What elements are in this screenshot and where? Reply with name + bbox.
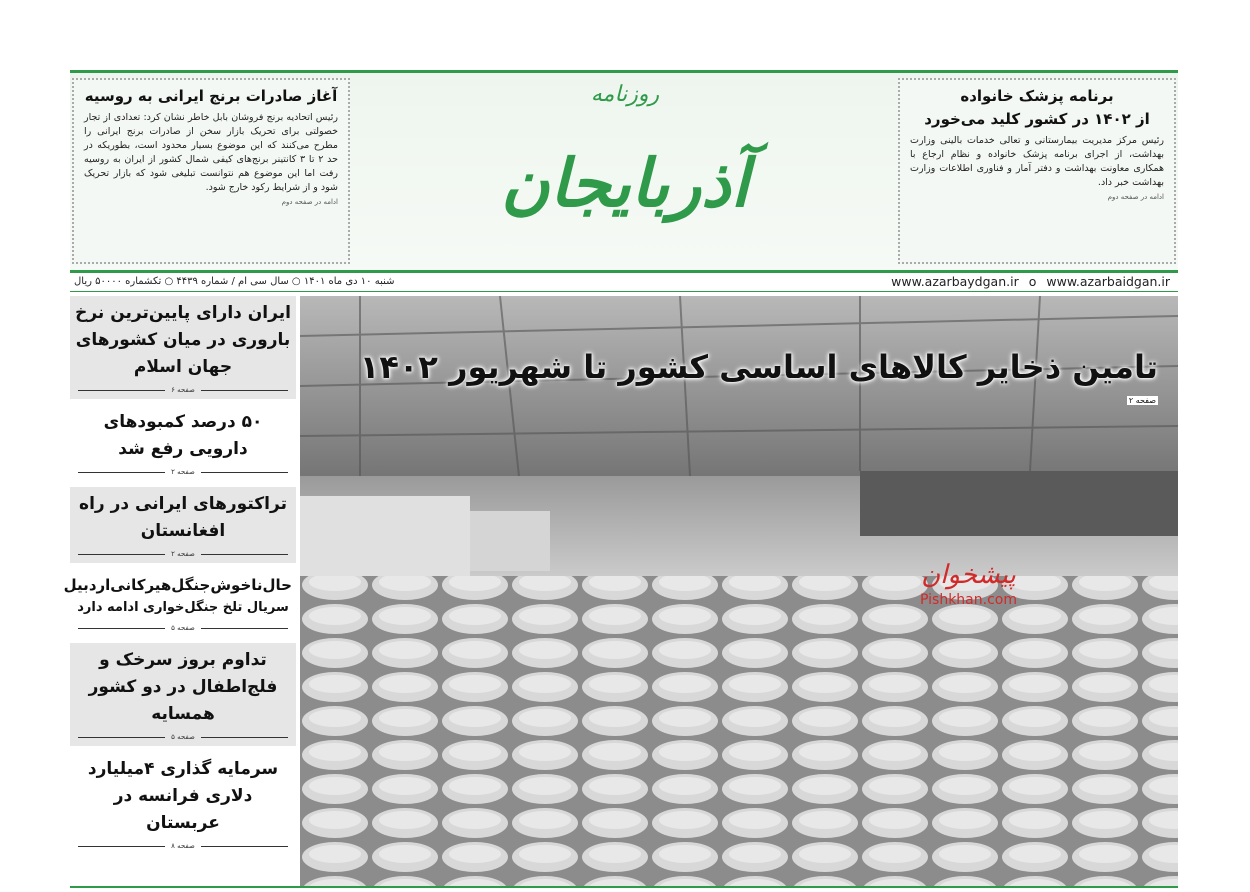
page-ref — [74, 839, 292, 853]
pishkhan-watermark — [920, 558, 1017, 608]
list-item[interactable] — [70, 405, 296, 481]
page-ref — [74, 383, 292, 397]
list-item[interactable] — [63, 569, 296, 637]
teaser-more: ادامه در صفحه دوم — [1107, 193, 1164, 201]
main-page-ref: صفحه ۲ — [1128, 396, 1156, 405]
page-ref-text: صفحه ۲ — [165, 468, 201, 476]
teaser-title: آغاز صادرات برنج ایرانی به روسیه — [84, 87, 338, 105]
list-item[interactable] — [70, 752, 296, 855]
page-ref-text: صفحه ۸ — [165, 842, 201, 850]
list-item[interactable] — [70, 643, 296, 746]
teaser-body: رئیس مرکز مدیریت بیمارستانی و تعالی خدمات بالینی وزارت بهداشت، از اجرای برنامه پزشک خانواده و نظام ارجاع با همکاری معاونت بهداشت و دفتر آمار و فناوری اطلاعات وزارت بهداشت خبر داد. — [910, 135, 1164, 188]
page-ref-text: صفحه ۵ — [165, 624, 201, 632]
watermark-en: Pishkhan.com — [920, 592, 1017, 608]
headline: تراکتورهای ایرانی در راه افغانستان — [79, 494, 287, 541]
website-urls — [891, 274, 1170, 289]
logo-main: آذربایجان — [501, 144, 749, 222]
page-ref-text: صفحه ۶ — [165, 386, 201, 394]
main-photo[interactable] — [300, 296, 1178, 886]
teaser-body: رئیس اتحادیه برنج فروشان بابل خاطر نشان کرد: تعدادی از تجار خصولتی برای تحریک بازار سخن از صادرات برنج ایرانی را مطرح می‌کنند که این موضوع بسیار محدود است، بطوریکه در حد ۲ تا ۳ کانتینر برنج‌های کیفی شمال کشور از ایران به روسیه رفت اما این موضوع هم نتوانست تبلیغی شود که بازار تحریک شود و از شرایط رکود خارج شود. — [84, 112, 339, 193]
page-ref — [74, 465, 292, 479]
headline: تداوم بروز سرخک و فلج‌اطفال در دو کشور همسایه — [88, 650, 278, 724]
masthead — [70, 70, 1178, 270]
watermark-fa: پیشخوان — [921, 560, 1016, 590]
website-link[interactable]: www.azarbaidgan.ir — [1046, 274, 1170, 289]
sidebar-headlines — [63, 296, 296, 886]
teaser-title-line1: برنامه پزشک خانواده — [960, 87, 1114, 105]
headline: سرمایه گذاری ۴میلیارد دلاری فرانسه در عربستان — [87, 759, 279, 833]
main-headline-block — [320, 346, 1158, 407]
teaser-title-line2: از ۱۴۰۲ در کشور کلید می‌خورد — [924, 110, 1150, 128]
separator: o — [1028, 274, 1037, 289]
bottom-rule — [70, 886, 1178, 888]
info-line — [70, 270, 1178, 292]
logo-sub: روزنامه — [590, 82, 660, 107]
issue-date: شنبه ۱۰ دی ماه ۱۴۰۱ ○ سال سی ام / شماره ۴۴۳۹ ○ تکشماره ۵۰۰۰۰ ریال — [74, 276, 395, 287]
headline: ۵۰ درصد کمبودهای دارویی رفع شد — [103, 412, 263, 459]
teaser-rice-export[interactable] — [72, 78, 350, 264]
newspaper-logo — [390, 73, 860, 268]
page-ref-text: صفحه ۵ — [165, 733, 201, 741]
headline: حال‌ناخوش‌جنگل‌هیرکانی‌اردبیل — [63, 576, 292, 594]
subheadline: سریال تلخ جنگل‌خواری ادامه دارد — [77, 600, 289, 615]
list-item[interactable] — [70, 487, 296, 563]
teaser-family-doctor[interactable] — [898, 78, 1176, 264]
list-item[interactable] — [70, 296, 296, 399]
page-ref — [74, 621, 292, 635]
page-ref-text: صفحه ۲ — [165, 550, 201, 558]
main-headline: تامین ذخایر کالاهای اساسی کشور تا شهریور ۱۴۰۲ — [359, 348, 1158, 386]
website-link[interactable]: www.azarbaydgan.ir — [891, 274, 1019, 289]
page-ref — [74, 547, 292, 561]
teaser-more: ادامه در صفحه دوم — [281, 198, 338, 206]
headline: ایران دارای پایین‌ترین نرخ باروری در میان کشورهای جهان اسلام — [75, 303, 291, 377]
page-ref — [74, 730, 292, 744]
